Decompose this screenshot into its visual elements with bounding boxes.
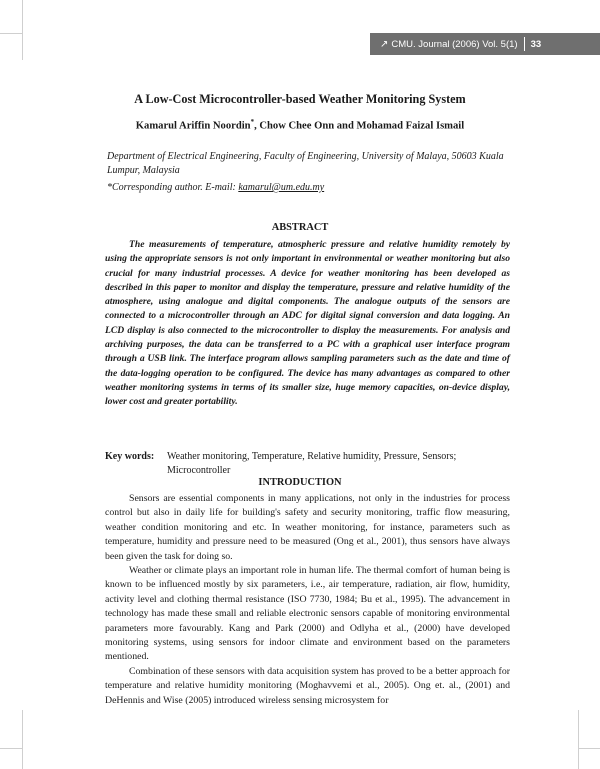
header-divider	[524, 37, 525, 51]
journal-header-bar	[370, 33, 600, 55]
introduction-paragraph: Sensors are essential components in many applications, not only in the industries for process control but also in daily life for building's safety and security monitoring, traffic flow measuring, weather condition monitoring and etc. In weather monitoring, for instance, parameters such as temperature, humidity and pressure need to be measured (Ong et al., 2001), thus sensors have always been given the task for doing so.	[105, 493, 510, 562]
corresponding-author-prefix: *Corresponding author. E-mail:	[107, 182, 239, 193]
author-affiliation: Department of Electrical Engineering, Faculty of Engineering, University of Malaya, 50603 Kuala Lumpur, Malaysia	[107, 151, 504, 176]
margin-guide-bottom-right	[578, 748, 600, 749]
margin-guide-right-bottom	[578, 710, 579, 769]
introduction-body	[105, 492, 510, 708]
author-list	[0, 118, 600, 132]
introduction-paragraph: Weather or climate plays an important role in human life. The thermal comfort of human being is known to be influenced mostly by six parameters, i.e., air temperature, radiation, air flow, humidity, activity level and clothing thermal resistance (ISO 7730, 1984; Bu et al., 1995). The advancement in technology has made these small and reliable electronic sensors capable of monitoring environmental parameters more favourably. Kang and Park (2000) and Odlyha et al., (2000) have developed monitoring systems, using sensors for indoor climate and environment based on the parameters mentioned.	[105, 565, 510, 663]
margin-guide-left-bottom	[22, 710, 23, 769]
keywords-text: Weather monitoring, Temperature, Relative humidity, Pressure, Sensors; Microcontroller	[167, 451, 457, 476]
article-title: A Low-Cost Microcontroller-based Weather Monitoring System	[134, 92, 466, 106]
corresponding-author-marker: *	[250, 118, 255, 126]
page-number: 33	[530, 38, 542, 50]
arrow-icon: ↗	[380, 38, 389, 50]
corresponding-author-name: Kamarul Ariffin Noordin	[135, 120, 251, 132]
abstract-heading: ABSTRACT	[271, 222, 329, 233]
margin-guide-top	[0, 33, 22, 34]
introduction-paragraph: Combination of these sensors with data acquisition system has proved to be a better approach for temperature and relative humidity monitoring (Moghavvemi et al., 2005). Ong et. al., (2001) and DeHennis and Wise (2005) introduced wireless sensing microsystem for	[105, 665, 510, 706]
keywords-block	[105, 450, 510, 478]
journal-citation: CMU. Journal (2006) Vol. 5(1)	[391, 38, 518, 50]
co-author-names: , Chow Chee Onn and Mohamad Faizal Ismail	[254, 120, 465, 132]
abstract-text: The measurements of temperature, atmospheric pressure and relative humidity remotely by using the appropriate sensors is not only important in environmental or weather monitoring but also crucial for many industrial processes. A device for weather monitoring has been developed as described in this paper to monitor and display the temperature, pressure and relative humidity of the atmosphere, using analogue and digital components. The analogue outputs of the sensors are connected to a microcontroller through an ADC for digital signal conversion and data logging. An LCD display is also connected to the microcontroller to display the measurements. For analysis and archiving purposes, the data can be transferred to a PC with a graphical user interface program through a USB link. The interface program allows sampling parameters such as the date and time of the data-logging operation to be configured. The device has many advantages as compared to other weather monitoring systems in terms of its smaller size, huge memory capacities, on-device display, lower cost and greater portability.	[105, 239, 510, 408]
keywords-label: Key words:	[105, 451, 155, 462]
margin-guide-left	[22, 0, 23, 60]
corresponding-email-link[interactable]: kamarul@um.edu.my	[238, 182, 325, 193]
margin-guide-bottom-left	[0, 748, 22, 749]
corresponding-author-line	[107, 182, 512, 193]
introduction-heading: INTRODUCTION	[258, 477, 342, 488]
